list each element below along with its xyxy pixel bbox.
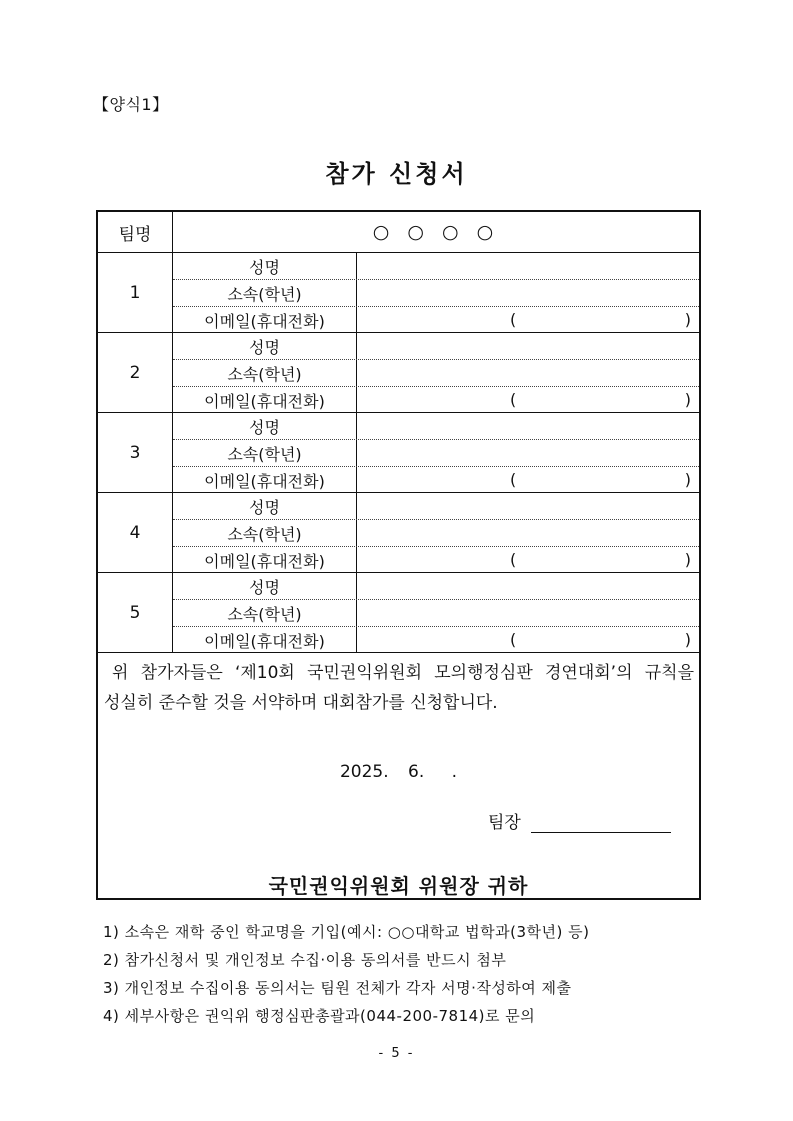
name-row [173, 333, 699, 360]
contact-label: 이메일(휴대전화) [173, 307, 357, 333]
phone-paren-open: ( [510, 470, 517, 489]
contact-label: 이메일(휴대전화) [173, 387, 357, 413]
date-month: 6. [408, 762, 425, 782]
contact-row [173, 547, 699, 573]
member-number: 3 [98, 413, 173, 492]
affiliation-row [173, 600, 699, 627]
phone-paren-close: ) [684, 550, 691, 569]
name-field[interactable] [357, 333, 699, 359]
member-fields [173, 573, 699, 652]
name-label: 성명 [173, 253, 357, 279]
note-item: 2) 참가신청서 및 개인정보 수집·이용 동의서를 반드시 첨부 [103, 951, 507, 969]
contact-label: 이메일(휴대전화) [173, 627, 357, 653]
page-title: 참가 신청서 [325, 160, 468, 188]
member-fields [173, 413, 699, 492]
date-year: 2025. [339, 762, 389, 782]
member-row [98, 253, 699, 333]
affiliation-field[interactable] [357, 360, 699, 386]
name-label: 성명 [173, 493, 357, 519]
member-row [98, 333, 699, 413]
page-number: - 5 - [378, 1046, 415, 1061]
contact-row [173, 387, 699, 413]
name-field[interactable] [357, 573, 699, 599]
note-item: 3) 개인정보 수집이용 동의서는 팀원 전체가 각자 서명·작성하여 제출 [103, 979, 572, 997]
form-label: 【양식1】 [93, 95, 169, 114]
name-label: 성명 [173, 333, 357, 359]
team-name-value[interactable]: ○ ○ ○ ○ [372, 221, 500, 243]
contact-row [173, 307, 699, 333]
contact-label: 이메일(휴대전화) [173, 547, 357, 573]
name-label: 성명 [173, 573, 357, 599]
affiliation-field[interactable] [357, 600, 699, 626]
phone-paren-open: ( [510, 310, 517, 329]
affiliation-label: 소속(학년) [173, 600, 357, 626]
pledge-line-1: 위 참가자들은 ‘제10회 국민권익위원회 모의행정심판 경연대회’의 규칙을 [112, 663, 694, 683]
name-field[interactable] [357, 413, 699, 439]
member-number: 2 [98, 333, 173, 412]
contact-field[interactable] [357, 467, 699, 493]
contact-field[interactable] [357, 307, 699, 333]
contact-field[interactable] [357, 627, 699, 653]
name-row [173, 573, 699, 600]
member-row [98, 413, 699, 493]
affiliation-label: 소속(학년) [173, 520, 357, 546]
name-row [173, 413, 699, 440]
phone-paren-close: ) [684, 630, 691, 649]
member-fields [173, 253, 699, 332]
contact-row [173, 627, 699, 653]
addressee: 국민권익위원회 위원장 귀하 [268, 874, 529, 898]
affiliation-row [173, 360, 699, 387]
affiliation-field[interactable] [357, 520, 699, 546]
affiliation-label: 소속(학년) [173, 280, 357, 306]
team-leader-label: 팀장 [488, 813, 521, 833]
note-item: 4) 세부사항은 권익위 행정심판총괄과(044-200-7814)로 문의 [103, 1007, 536, 1025]
note-item: 1) 소속은 재학 중인 학교명을 기입(예시: ○○대학교 법학과(3학년) 등) [103, 923, 590, 941]
team-leader-signature [488, 808, 671, 833]
phone-paren-open: ( [510, 390, 517, 409]
date-day[interactable]: . [451, 762, 458, 782]
member-fields [173, 493, 699, 572]
name-row [173, 493, 699, 520]
affiliation-field[interactable] [357, 440, 699, 466]
affiliation-row [173, 520, 699, 547]
affiliation-row [173, 440, 699, 467]
affiliation-label: 소속(학년) [173, 360, 357, 386]
pledge-text [104, 658, 694, 718]
name-row [173, 253, 699, 280]
name-field[interactable] [357, 253, 699, 279]
notes-list [103, 918, 590, 1030]
member-number: 4 [98, 493, 173, 572]
name-field[interactable] [357, 493, 699, 519]
signature-line[interactable] [531, 816, 671, 833]
phone-paren-close: ) [684, 310, 691, 329]
application-form-table [96, 210, 701, 900]
phone-paren-open: ( [510, 630, 517, 649]
member-row [98, 493, 699, 573]
pledge-line-2: 성실히 준수할 것을 서약하며 대회참가를 신청합니다. [104, 693, 498, 713]
application-date [98, 762, 699, 782]
member-number: 1 [98, 253, 173, 332]
affiliation-label: 소속(학년) [173, 440, 357, 466]
team-name-label: 팀명 [98, 212, 173, 252]
phone-paren-close: ) [684, 390, 691, 409]
member-number: 5 [98, 573, 173, 652]
contact-row [173, 467, 699, 493]
team-row [98, 212, 699, 253]
contact-field[interactable] [357, 547, 699, 573]
contact-label: 이메일(휴대전화) [173, 467, 357, 493]
contact-field[interactable] [357, 387, 699, 413]
member-row [98, 573, 699, 653]
phone-paren-open: ( [510, 550, 517, 569]
affiliation-row [173, 280, 699, 307]
affiliation-field[interactable] [357, 280, 699, 306]
phone-paren-close: ) [684, 470, 691, 489]
member-fields [173, 333, 699, 412]
name-label: 성명 [173, 413, 357, 439]
